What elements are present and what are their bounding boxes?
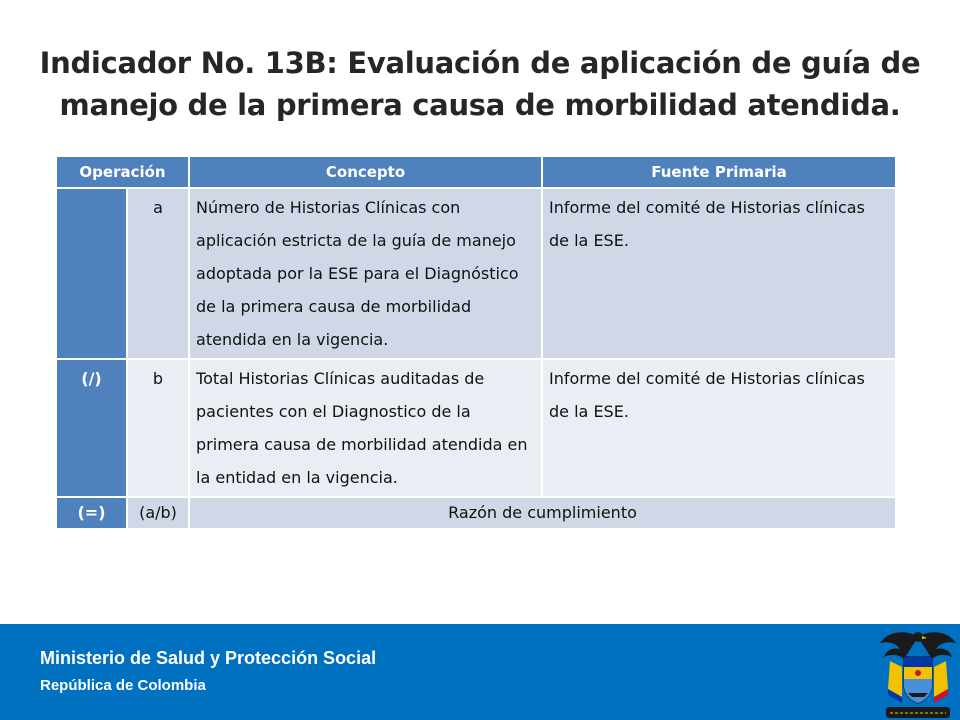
letter-cell: b [127, 359, 189, 497]
table-row [57, 188, 895, 359]
header-fuente-primaria: Fuente Primaria [542, 157, 895, 188]
slide-title [20, 42, 940, 126]
table-header-row [57, 157, 895, 188]
header-operacion: Operación [57, 157, 189, 188]
source-cell: Informe del comité de Historias clínicas de la ESE. [542, 188, 895, 359]
title-line-2: manejo de la primera causa de morbilidad atendida. [59, 88, 901, 122]
footer-bar [0, 624, 960, 720]
concept-cell: Número de Historias Clínicas con aplicación estricta de la guía de manejo adoptada por la ESE para el Diagnóstico de la primera causa de morbilidad atendida en la vigencia. [189, 188, 542, 359]
colombia-crest-icon [878, 627, 958, 720]
concept-cell: Total Historias Clínicas auditadas de pacientes con el Diagnostico de la primera causa de morbilidad atendida en la entidad en la vigencia. [189, 359, 542, 497]
letter-cell: a [127, 188, 189, 359]
source-cell: Informe del comité de Historias clínicas de la ESE. [542, 359, 895, 497]
table-row [57, 497, 895, 528]
republic-name: República de Colombia [40, 677, 206, 694]
ministry-name: Ministerio de Salud y Protección Social [40, 648, 377, 668]
operation-cell [57, 188, 127, 359]
operation-cell: (/) [57, 359, 127, 497]
letter-cell: (a/b) [127, 497, 189, 528]
title-line-1: Indicador No. 13B: Evaluación de aplicación de guía de [39, 46, 921, 80]
indicator-table [57, 157, 895, 528]
result-cell: Razón de cumplimiento [189, 497, 895, 528]
operation-cell: (=) [57, 497, 127, 528]
table-row [57, 359, 895, 497]
header-concepto: Concepto [189, 157, 542, 188]
